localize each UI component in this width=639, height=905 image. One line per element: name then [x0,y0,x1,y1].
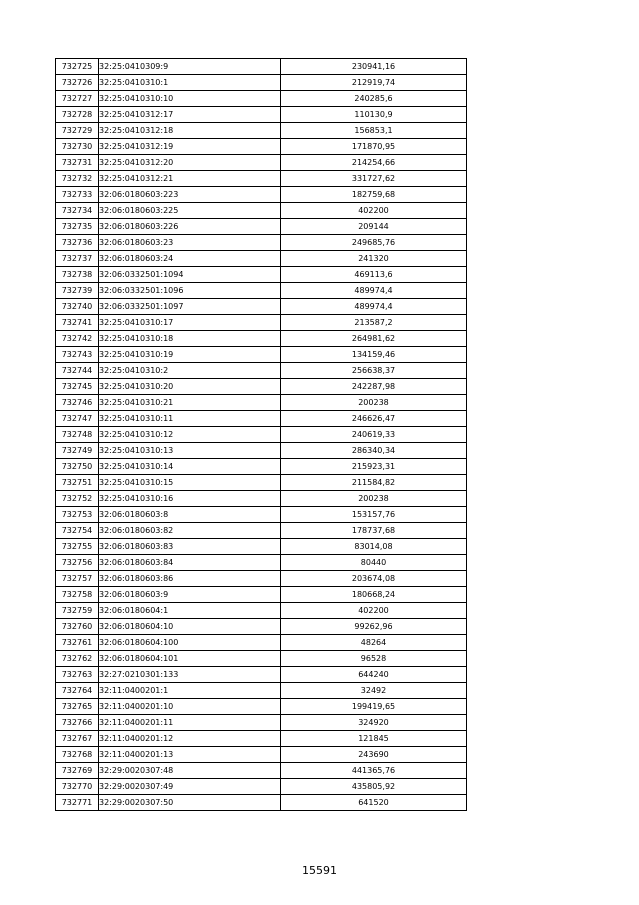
value-cell: 121845 [281,731,467,747]
cadastral-number-cell: 32:25:0410310:15 [99,475,281,491]
table-row [56,507,467,523]
cadastral-number-cell: 32:06:0180603:9 [99,587,281,603]
value-cell: 489974,4 [281,299,467,315]
row-number-cell: 732771 [56,795,99,811]
cadastral-number-cell: 32:06:0332501:1094 [99,267,281,283]
cadastral-number-cell: 32:11:0400201:11 [99,715,281,731]
value-cell: 644240 [281,667,467,683]
table-row [56,107,467,123]
cadastral-number-cell: 32:29:0020307:49 [99,779,281,795]
value-cell: 200238 [281,491,467,507]
value-cell: 264981,62 [281,331,467,347]
value-cell: 242287,98 [281,379,467,395]
row-number-cell: 732725 [56,59,99,75]
cadastral-number-cell: 32:25:0410310:20 [99,379,281,395]
row-number-cell: 732764 [56,683,99,699]
table-row [56,523,467,539]
value-cell: 324920 [281,715,467,731]
cadastral-number-cell: 32:06:0180603:23 [99,235,281,251]
value-cell: 215923,31 [281,459,467,475]
row-number-cell: 732748 [56,427,99,443]
row-number-cell: 732765 [56,699,99,715]
table-row [56,683,467,699]
cadastral-number-cell: 32:06:0180603:225 [99,203,281,219]
table-row [56,331,467,347]
value-cell: 212919,74 [281,75,467,91]
row-number-cell: 732768 [56,747,99,763]
row-number-cell: 732752 [56,491,99,507]
table-row [56,619,467,635]
table-row [56,715,467,731]
value-cell: 96528 [281,651,467,667]
table-row [56,283,467,299]
cadastral-number-cell: 32:06:0332501:1097 [99,299,281,315]
cadastral-number-cell: 32:06:0180603:84 [99,555,281,571]
table-row [56,379,467,395]
cadastral-number-cell: 32:25:0410310:21 [99,395,281,411]
row-number-cell: 732732 [56,171,99,187]
row-number-cell: 732757 [56,571,99,587]
row-number-cell: 732747 [56,411,99,427]
cadastral-table [55,58,467,811]
row-number-cell: 732740 [56,299,99,315]
table-row [56,299,467,315]
cadastral-number-cell: 32:11:0400201:1 [99,683,281,699]
value-cell: 209144 [281,219,467,235]
table-row [56,363,467,379]
value-cell: 213587,2 [281,315,467,331]
value-cell: 178737,68 [281,523,467,539]
cadastral-number-cell: 32:06:0180603:223 [99,187,281,203]
table-row [56,75,467,91]
row-number-cell: 732767 [56,731,99,747]
value-cell: 243690 [281,747,467,763]
cadastral-number-cell: 32:06:0180604:1 [99,603,281,619]
table-row [56,539,467,555]
table-row [56,731,467,747]
cadastral-number-cell: 32:06:0180603:82 [99,523,281,539]
cadastral-number-cell: 32:11:0400201:12 [99,731,281,747]
value-cell: 402200 [281,603,467,619]
value-cell: 32492 [281,683,467,699]
table-row [56,635,467,651]
table-row [56,171,467,187]
row-number-cell: 732739 [56,283,99,299]
cadastral-number-cell: 32:25:0410310:14 [99,459,281,475]
row-number-cell: 732731 [56,155,99,171]
value-cell: 199419,65 [281,699,467,715]
cadastral-number-cell: 32:06:0180603:8 [99,507,281,523]
cadastral-number-cell: 32:25:0410310:13 [99,443,281,459]
value-cell: 80440 [281,555,467,571]
cadastral-number-cell: 32:29:0020307:50 [99,795,281,811]
cadastral-number-cell: 32:06:0180604:10 [99,619,281,635]
cadastral-number-cell: 32:25:0410310:17 [99,315,281,331]
row-number-cell: 732743 [56,347,99,363]
value-cell: 48264 [281,635,467,651]
cadastral-number-cell: 32:06:0180603:24 [99,251,281,267]
row-number-cell: 732741 [56,315,99,331]
value-cell: 489974,4 [281,283,467,299]
cadastral-number-cell: 32:25:0410310:12 [99,427,281,443]
table-row [56,123,467,139]
cadastral-number-cell: 32:25:0410310:10 [99,91,281,107]
cadastral-number-cell: 32:25:0410310:1 [99,75,281,91]
table-row [56,235,467,251]
table-row [56,91,467,107]
cadastral-number-cell: 32:06:0180603:86 [99,571,281,587]
table-row [56,795,467,811]
row-number-cell: 732738 [56,267,99,283]
row-number-cell: 732744 [56,363,99,379]
row-number-cell: 732759 [56,603,99,619]
row-number-cell: 732763 [56,667,99,683]
row-number-cell: 732737 [56,251,99,267]
table-row [56,59,467,75]
cadastral-number-cell: 32:25:0410312:19 [99,139,281,155]
row-number-cell: 732735 [56,219,99,235]
table-row [56,219,467,235]
table-row [56,203,467,219]
row-number-cell: 732733 [56,187,99,203]
table-body [56,59,467,811]
value-cell: 214254,66 [281,155,467,171]
table-row [56,699,467,715]
value-cell: 171870,95 [281,139,467,155]
row-number-cell: 732766 [56,715,99,731]
row-number-cell: 732729 [56,123,99,139]
value-cell: 180668,24 [281,587,467,603]
cadastral-number-cell: 32:06:0180604:100 [99,635,281,651]
row-number-cell: 732736 [56,235,99,251]
table-row [56,779,467,795]
value-cell: 182759,68 [281,187,467,203]
table-row [56,251,467,267]
cadastral-number-cell: 32:06:0180604:101 [99,651,281,667]
table-row [56,603,467,619]
cadastral-number-cell: 32:11:0400201:10 [99,699,281,715]
value-cell: 641520 [281,795,467,811]
value-cell: 240285,6 [281,91,467,107]
table-row [56,427,467,443]
table-row [56,139,467,155]
value-cell: 134159,46 [281,347,467,363]
table-row [56,587,467,603]
row-number-cell: 732756 [56,555,99,571]
value-cell: 241320 [281,251,467,267]
row-number-cell: 732742 [56,331,99,347]
table-row [56,667,467,683]
row-number-cell: 732760 [56,619,99,635]
value-cell: 469113,6 [281,267,467,283]
value-cell: 435805,92 [281,779,467,795]
row-number-cell: 732754 [56,523,99,539]
table-row [56,651,467,667]
cadastral-number-cell: 32:27:0210301:133 [99,667,281,683]
value-cell: 249685,76 [281,235,467,251]
table-row [56,155,467,171]
table-row [56,555,467,571]
row-number-cell: 732769 [56,763,99,779]
row-number-cell: 732728 [56,107,99,123]
cadastral-number-cell: 32:25:0410310:11 [99,411,281,427]
page-number: 15591 [302,864,337,877]
row-number-cell: 732745 [56,379,99,395]
value-cell: 402200 [281,203,467,219]
cadastral-number-cell: 32:25:0410310:2 [99,363,281,379]
cadastral-number-cell: 32:06:0180603:226 [99,219,281,235]
table-row [56,763,467,779]
cadastral-number-cell: 32:11:0400201:13 [99,747,281,763]
table-row [56,315,467,331]
row-number-cell: 732762 [56,651,99,667]
row-number-cell: 732750 [56,459,99,475]
table-row [56,491,467,507]
row-number-cell: 732755 [56,539,99,555]
value-cell: 110130,9 [281,107,467,123]
row-number-cell: 732727 [56,91,99,107]
row-number-cell: 732753 [56,507,99,523]
value-cell: 230941,16 [281,59,467,75]
table-row [56,475,467,491]
table-row [56,267,467,283]
table-row [56,395,467,411]
value-cell: 256638,37 [281,363,467,379]
row-number-cell: 732770 [56,779,99,795]
value-cell: 156853,1 [281,123,467,139]
row-number-cell: 732751 [56,475,99,491]
value-cell: 83014,08 [281,539,467,555]
table-row [56,347,467,363]
cadastral-number-cell: 32:25:0410312:20 [99,155,281,171]
cadastral-number-cell: 32:25:0410310:18 [99,331,281,347]
row-number-cell: 732726 [56,75,99,91]
value-cell: 331727,62 [281,171,467,187]
value-cell: 153157,76 [281,507,467,523]
table-row [56,747,467,763]
value-cell: 99262,96 [281,619,467,635]
cadastral-number-cell: 32:25:0410310:16 [99,491,281,507]
table-row [56,443,467,459]
value-cell: 203674,08 [281,571,467,587]
cadastral-number-cell: 32:25:0410312:18 [99,123,281,139]
row-number-cell: 732746 [56,395,99,411]
value-cell: 246626,47 [281,411,467,427]
table-row [56,411,467,427]
value-cell: 200238 [281,395,467,411]
cadastral-number-cell: 32:29:0020307:48 [99,763,281,779]
value-cell: 286340,34 [281,443,467,459]
cadastral-number-cell: 32:06:0332501:1096 [99,283,281,299]
value-cell: 211584,82 [281,475,467,491]
row-number-cell: 732734 [56,203,99,219]
table-row [56,459,467,475]
table-row [56,571,467,587]
row-number-cell: 732761 [56,635,99,651]
row-number-cell: 732749 [56,443,99,459]
row-number-cell: 732758 [56,587,99,603]
cadastral-number-cell: 32:25:0410310:19 [99,347,281,363]
row-number-cell: 732730 [56,139,99,155]
cadastral-number-cell: 32:25:0410312:17 [99,107,281,123]
value-cell: 441365,76 [281,763,467,779]
cadastral-number-cell: 32:06:0180603:83 [99,539,281,555]
value-cell: 240619,33 [281,427,467,443]
cadastral-number-cell: 32:25:0410309:9 [99,59,281,75]
cadastral-number-cell: 32:25:0410312:21 [99,171,281,187]
table-row [56,187,467,203]
